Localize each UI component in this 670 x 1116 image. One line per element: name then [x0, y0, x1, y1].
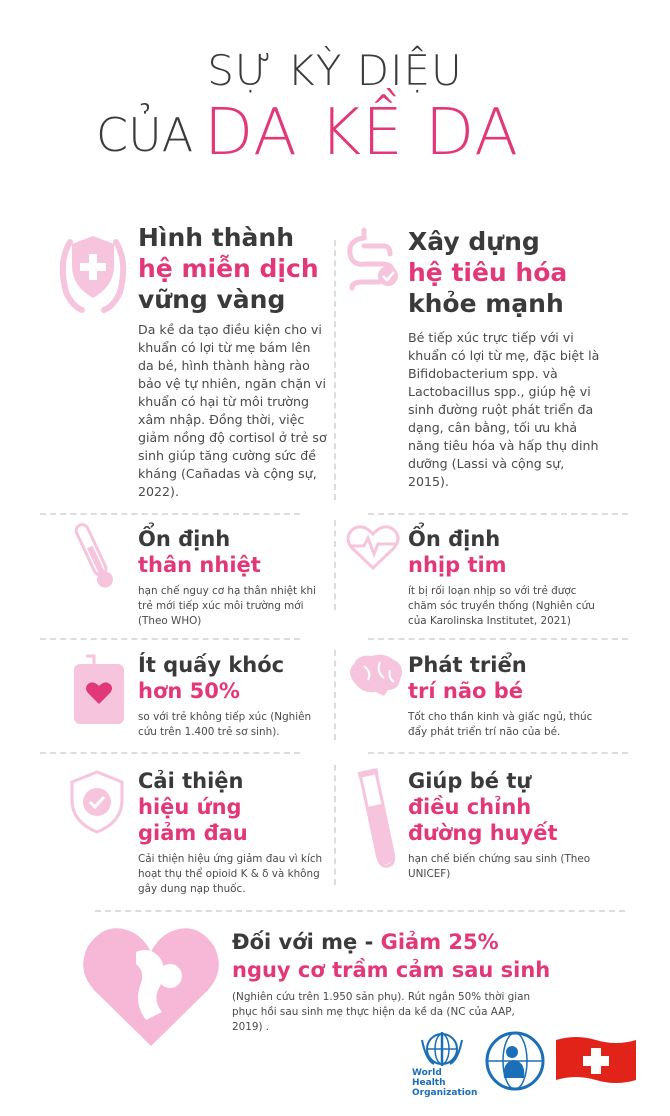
- card-temperature-body: hạn chế nguy cơ hạ thân nhiệt khi trẻ mới tiếp xúc môi trường mới (Theo WHO): [138, 585, 316, 627]
- mother-heading-highlight: Giảm 25%: [380, 930, 499, 954]
- card-brain-body: Tốt cho thần kinh và giấc ngủ, thúc đẩy phát triển trí não của bé.: [408, 711, 593, 738]
- mother-baby-heart-icon: [76, 912, 226, 1052]
- card-immune-heading-1: Hình thành: [138, 223, 295, 252]
- vertical-divider-1: [334, 240, 336, 500]
- card-temperature: [138, 526, 318, 629]
- swiss-cross-flag-icon: [556, 1034, 636, 1086]
- card-heart-body: ít bị rối loạn nhịp so với trẻ được chăm sóc truyền thống (Nghiên cứu của Karolinska Institutet, 2021): [408, 585, 595, 627]
- card-glucose-body: hạn chế biến chứng sau sinh (Theo UNICEF): [408, 853, 591, 880]
- horizontal-divider-right-1: [368, 513, 628, 515]
- mother-heading-1: [232, 928, 652, 956]
- vertical-divider-3: [334, 650, 336, 740]
- heart-pulse-icon: [344, 522, 402, 572]
- who-label-1: World Health: [412, 1068, 446, 1088]
- card-glucose-heading-3: đường huyết: [408, 821, 558, 845]
- card-heart-heading-1: Ổn định: [408, 527, 501, 551]
- card-crying-heading-2: hơn 50%: [138, 679, 240, 703]
- card-crying-body: so với trẻ không tiếp xúc (Nghiên cứu trên 1.400 trẻ sơ sinh).: [138, 711, 312, 738]
- horizontal-divider-left-3: [40, 752, 300, 754]
- card-temperature-heading-1: Ổn định: [138, 527, 231, 551]
- card-brain-heading-1: Phát triển: [408, 653, 527, 677]
- horizontal-divider-left-1: [40, 513, 300, 515]
- card-brain-heading-2: trí não bé: [408, 679, 524, 703]
- card-pain-heading-2: hiệu ứng: [138, 795, 242, 819]
- card-immune-heading-3: vững vàng: [138, 285, 286, 314]
- horizontal-divider-right-2: [368, 638, 628, 640]
- check-shield-icon: [66, 768, 128, 836]
- card-glucose-heading-1: Giúp bé tự: [408, 769, 532, 793]
- horizontal-divider-left-2: [40, 638, 300, 640]
- card-crying: [138, 652, 328, 740]
- card-digestive: [408, 226, 608, 491]
- mother-body: (Nghiên cứu trên 1.950 sản phụ). Rút ngắn 50% thời gian phục hồi sau sinh mẹ thực hiện da kề da (NC của AAP, 2019) .: [232, 991, 531, 1033]
- title-line-1: SỰ KỲ DIỆU: [207, 46, 463, 95]
- immune-shield-icon: [52, 222, 134, 314]
- who-emblem-icon: [420, 1030, 464, 1068]
- unicef-emblem-icon: [484, 1030, 546, 1092]
- test-tube-icon: [352, 765, 404, 875]
- card-immune: [138, 222, 328, 501]
- card-pain-body: Cải thiện hiệu ứng giảm đau vì kích hoạt thụ thể opioid K & δ và không gây dung nạp thuốc.: [138, 853, 323, 895]
- card-immune-heading-2: hệ miễn dịch: [138, 254, 319, 283]
- card-digestive-heading-3: khỏe mạnh: [408, 289, 564, 318]
- card-heart: [408, 526, 608, 629]
- thermometer-icon: [66, 516, 122, 596]
- mother-section: [232, 928, 652, 1035]
- bottle-heart-icon: [66, 650, 132, 730]
- card-glucose: [408, 768, 608, 882]
- card-pain: [138, 768, 328, 897]
- mother-heading-prefix: Đối với mẹ -: [232, 930, 381, 954]
- vertical-divider-4: [334, 765, 336, 885]
- card-glucose-heading-2: điều chỉnh: [408, 795, 532, 819]
- title-line-2-prefix: CỦA: [96, 108, 194, 162]
- card-temperature-heading-2: thân nhiệt: [138, 553, 261, 577]
- who-label-2: Organization: [412, 1088, 478, 1098]
- who-logo: [412, 1030, 478, 1098]
- card-digestive-body: Bé tiếp xúc trực tiếp với vi khuẩn có lợi từ mẹ, đặc biệt là Bifidobacterium spp. và Lactobacillus spp., giúp hệ vi sinh đường ruột phát triển đa dạng, cân bằng, tối ưu khả năng tiêu hóa và hấp thụ dinh dưỡng (Lassi và cộng sự, 2015).: [408, 330, 600, 489]
- mother-heading-2: nguy cơ trầm cảm sau sinh: [232, 958, 551, 982]
- card-digestive-heading-2: hệ tiêu hóa: [408, 258, 568, 287]
- card-pain-heading-1: Cải thiện: [138, 769, 244, 793]
- horizontal-divider-right-3: [368, 752, 628, 754]
- title-line-2-highlight: DA KỀ DA: [204, 96, 519, 170]
- card-digestive-heading-1: Xây dựng: [408, 227, 540, 256]
- vertical-divider-2: [334, 520, 336, 610]
- card-immune-body: Da kề da tạo điều kiện cho vi khuẩn có lợi từ mẹ bám lên da bé, hình thành hàng rào bảo vệ tự nhiên, ngăn chặn vi khuẩn có hại từ môi trường xâm nhập. Đồng thời, việc giảm nồng độ cortisol ở trẻ sơ sinh giúp tăng cường sức đề kháng (Cañadas và cộng sự, 2022).: [138, 322, 327, 499]
- card-brain: [408, 652, 608, 740]
- intestine-icon: [342, 226, 404, 294]
- card-heart-heading-2: nhịp tim: [408, 553, 507, 577]
- card-pain-heading-3: giảm đau: [138, 821, 248, 845]
- brain-icon: [344, 652, 406, 700]
- card-crying-heading-1: Ít quấy khóc: [138, 653, 285, 677]
